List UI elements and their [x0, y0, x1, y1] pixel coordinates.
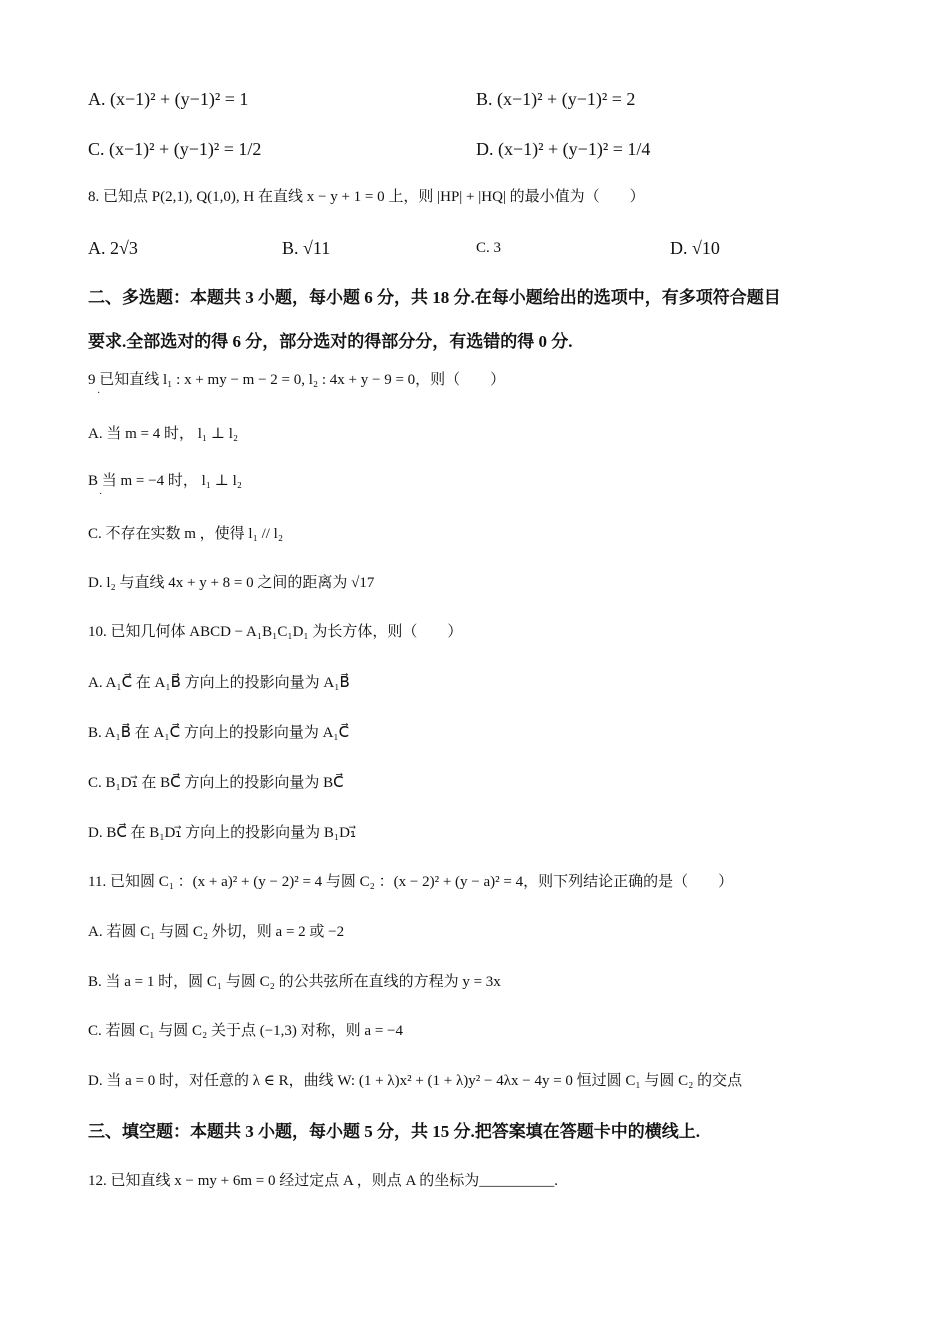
- q9-option-a: A. 当 m = 4 时， l₁ ⊥ l₂: [88, 426, 239, 442]
- q12-stem: 12. 已知直线 x − my + 6m = 0 经过定点 A ，则点 A 的坐标为__________.: [88, 1173, 558, 1189]
- q11-option-a: A. 若圆 C₁ 与圆 C₂ 外切，则 a = 2 或 −2: [88, 924, 345, 940]
- q8-option-c: C. 3: [476, 240, 502, 256]
- q9-option-d: D. l₂ 与直线 4x + y + 8 = 0 之间的距离为 √17: [88, 575, 375, 591]
- section3-heading: 三、填空题：本题共 3 小题，每小题 5 分，共 15 分.把答案填在答题卡中的横线上.: [88, 1122, 700, 1141]
- q9-option-b-dot: ·: [99, 489, 103, 500]
- section2-heading-line1: 二、多选题：本题共 3 小题，每小题 6 分，共 18 分.在每小题给出的选项中，有多项符合题目: [88, 288, 781, 307]
- q9-number-dot: ·: [97, 388, 101, 399]
- q11-option-b: B. 当 a = 1 时，圆 C₁ 与圆 C₂ 的公共弦所在直线的方程为 y = 3x: [88, 974, 501, 990]
- q8-option-a: A. 2√3: [88, 238, 138, 258]
- q9-stem: 9 已知直线 l₁ : x + my − m − 2 = 0, l₂ : 4x + y − 9 = 0，则（ ）: [88, 372, 506, 388]
- q8-option-b: B. √11: [282, 238, 331, 258]
- q9-option-c: C. 不存在实数 m ，使得 l₁ // l₂: [88, 526, 284, 542]
- q11-option-c: C. 若圆 C₁ 与圆 C₂ 关于点 (−1,3) 对称，则 a = −4: [88, 1023, 404, 1039]
- q11-option-d: D. 当 a = 0 时，对任意的 λ ∈ R，曲线 W: (1 + λ)x² + (1 + λ)y² − 4λx − 4y = 0 恒过圆 C₁ 与圆 C₂ 的交点: [88, 1073, 743, 1089]
- section2-heading-line2: 要求.全部选对的得 6 分，部分选对的得部分分，有选错的得 0 分.: [88, 332, 573, 351]
- q10-option-a: A. A₁C⃗ 在 A₁B⃗ 方向上的投影向量为 A₁B⃗: [88, 675, 350, 691]
- q8-option-d: D. √10: [670, 238, 720, 258]
- q10-option-d: D. BC⃗ 在 B₁D₁⃗ 方向上的投影向量为 B₁D₁⃗: [88, 825, 356, 841]
- q11-stem: 11. 已知圆 C₁ ：(x + a)² + (y − 2)² = 4 与圆 C₂ ：(x − 2)² + (y − a)² = 4，则下列结论正确的是（ ）: [88, 874, 734, 890]
- q7-option-b: B. (x−1)² + (y−1)² = 2: [476, 89, 636, 109]
- q9-option-b: B 当 m = −4 时， l₁ ⊥ l₂: [88, 473, 242, 489]
- q7-option-a: A. (x−1)² + (y−1)² = 1: [88, 89, 249, 109]
- q10-stem: 10. 已知几何体 ABCD − A₁B₁C₁D₁ 为长方体，则（ ）: [88, 624, 463, 640]
- q10-option-c: C. B₁D₁⃗ 在 BC⃗ 方向上的投影向量为 BC⃗: [88, 775, 344, 791]
- q10-option-b: B. A₁B⃗ 在 A₁C⃗ 方向上的投影向量为 A₁C⃗: [88, 725, 350, 741]
- q7-option-d: D. (x−1)² + (y−1)² = 1/4: [476, 139, 651, 159]
- q7-option-c: C. (x−1)² + (y−1)² = 1/2: [88, 139, 262, 159]
- q8-stem: 8. 已知点 P(2,1), Q(1,0), H 在直线 x − y + 1 = 0 上，则 |HP| + |HQ| 的最小值为（ ）: [88, 189, 645, 205]
